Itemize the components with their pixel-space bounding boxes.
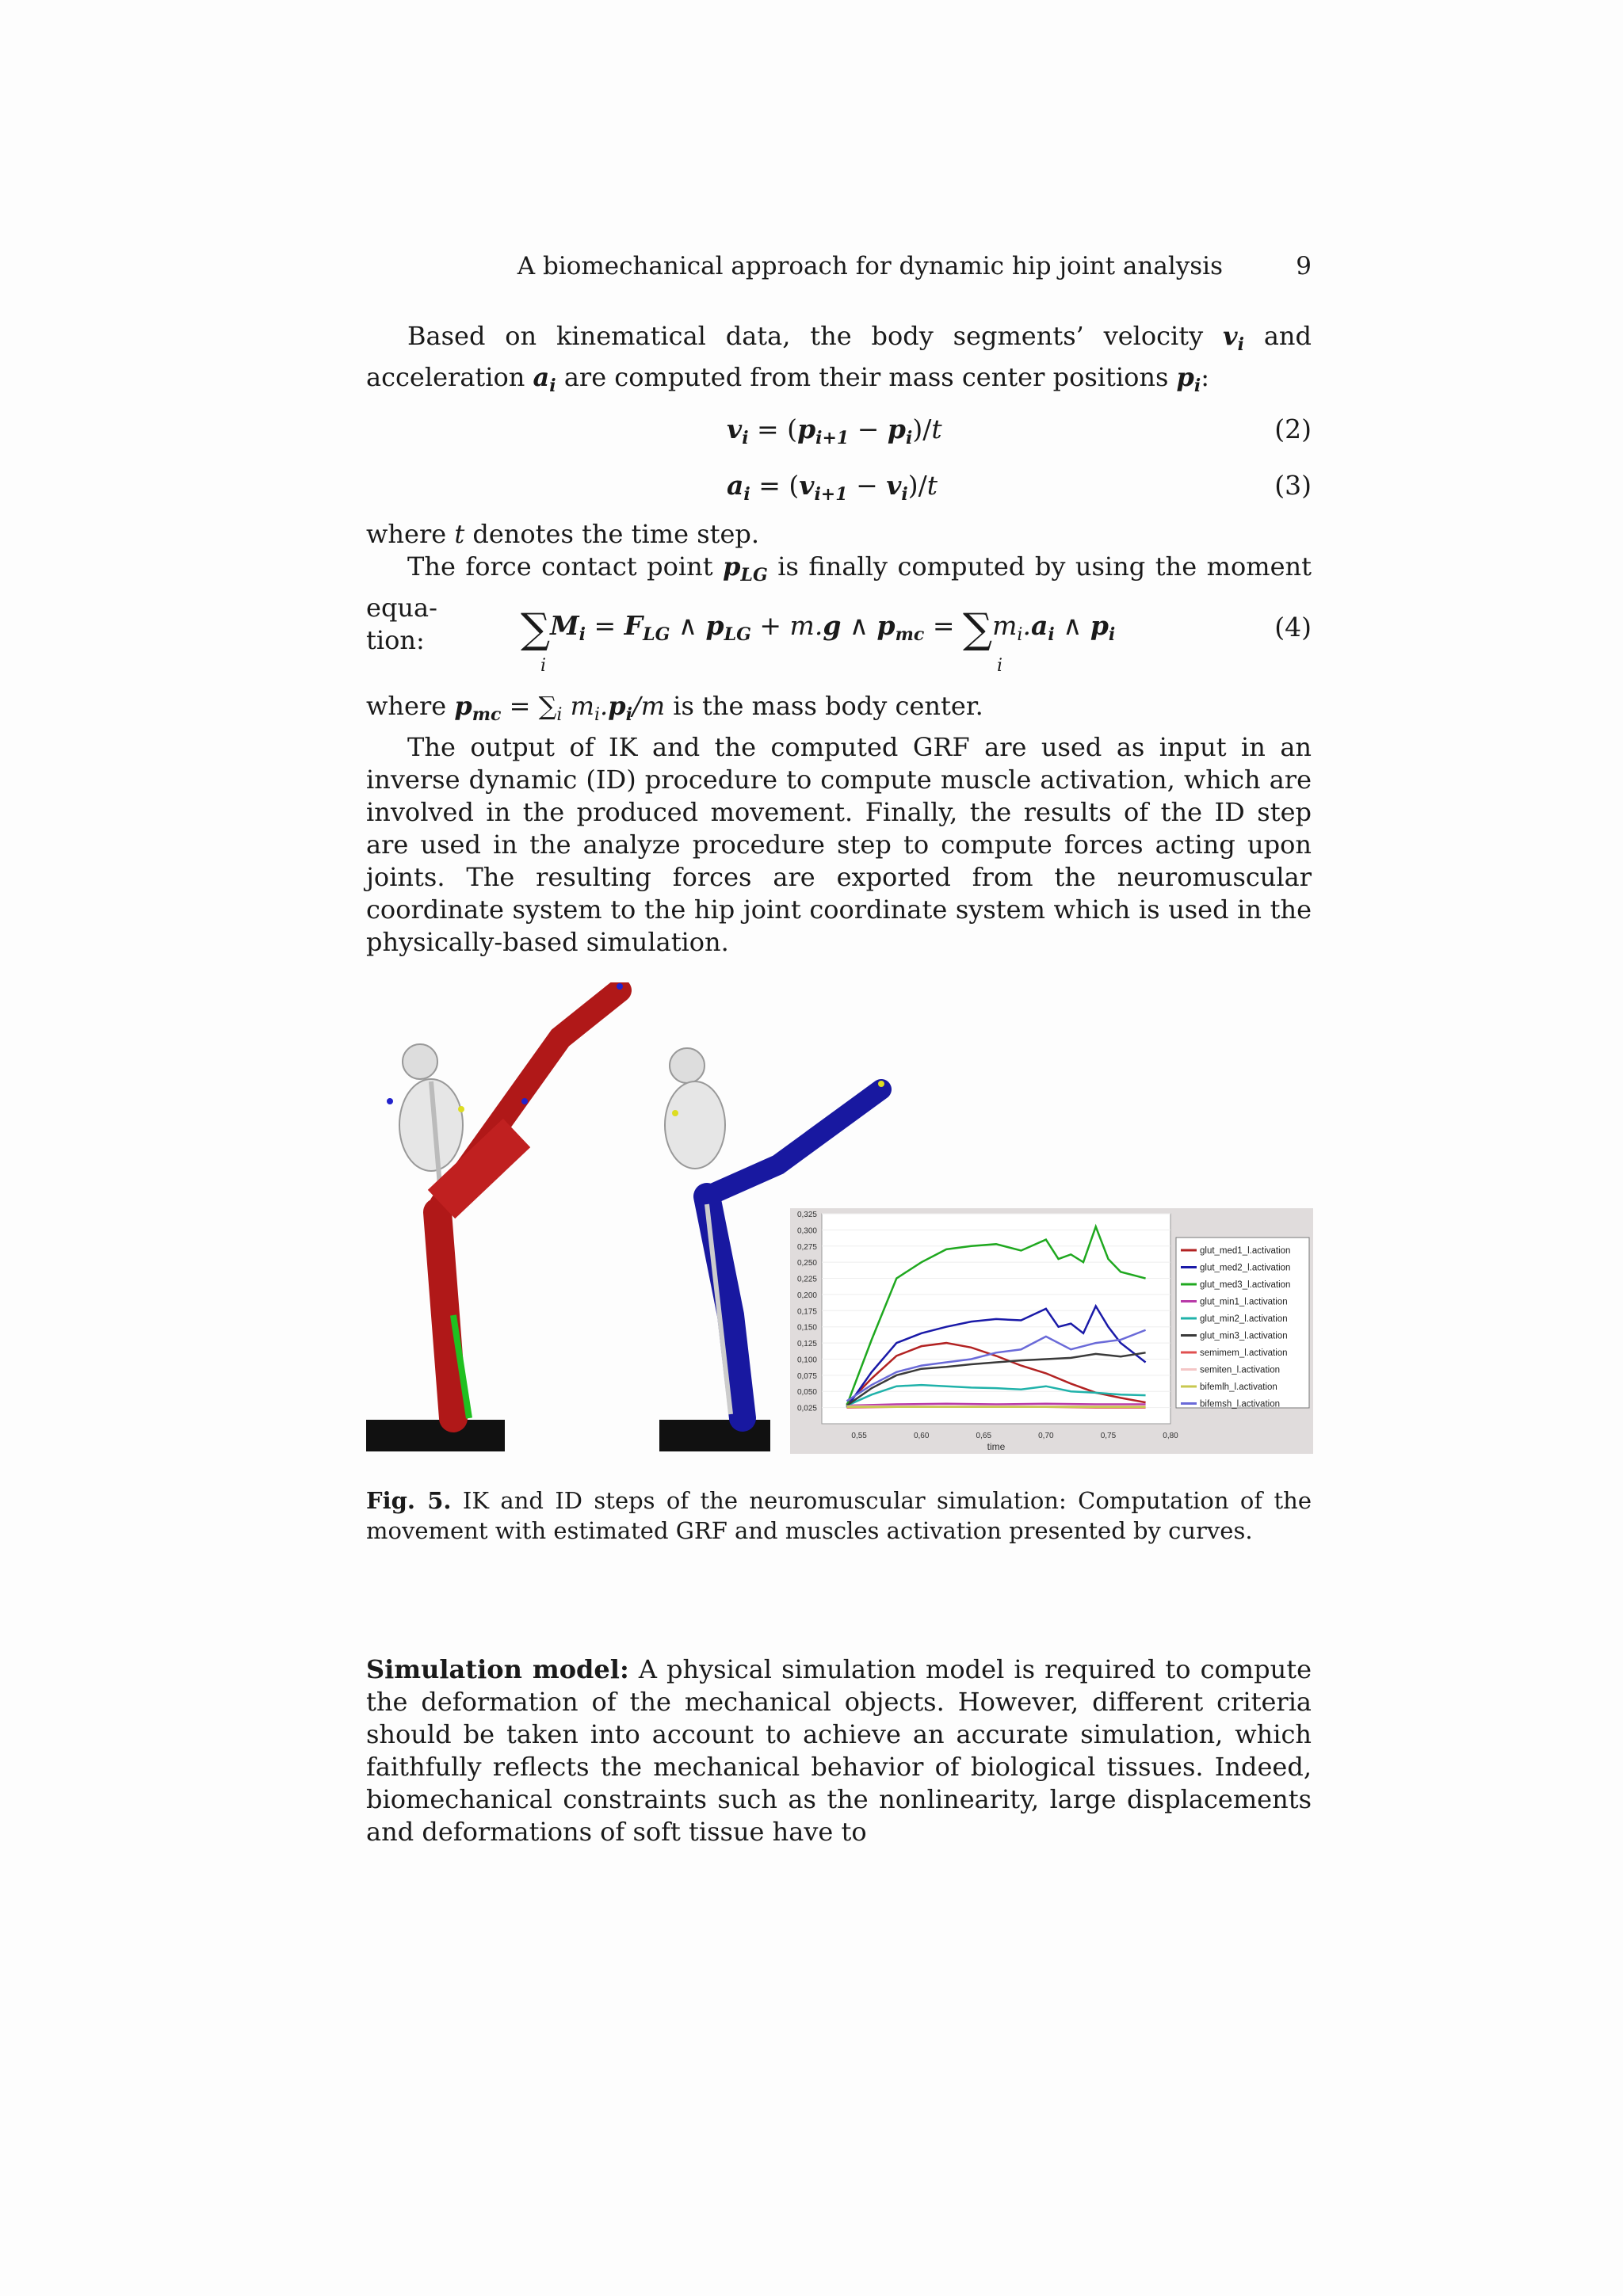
caption-text: IK and ID steps of the neuromuscular simulation: Computation of the movement with estimated GRF and muscles activation presented by curves. [366,1487,1312,1544]
legend-entry: glut_min3_l.activation [1200,1331,1288,1341]
skeleton-red [387,983,623,1418]
sum-index-1: i [540,656,547,676]
equation-3 [366,470,1312,505]
equation-3-body: $a_i = (v_{i+1} - v_i)/t$ [727,470,938,505]
section-label: Simulation model: [366,1654,629,1684]
equation-2 [366,414,1312,448]
legend-entry: glut_med2_l.activation [1200,1263,1291,1273]
x-tick-label: 0,80 [1163,1432,1178,1440]
y-tick-label: 0,100 [796,1356,817,1365]
y-tick-label: 0,175 [796,1307,817,1317]
equation-3-number: (3) [1274,470,1312,501]
legend-entry: semiten_l.activation [1200,1365,1280,1375]
paragraph-3: where $p_{mc} = \sum_i$ $m_i.p_i/m$ is the mass body center. The output of IK and the computed GRF are used as input in an inverse dynamic (ID) procedure to compute muscle activation, which are involved in the produced movement. Finally, the results of the ID step are used in the analyze procedure step to compute forces acting upon joints. The resulting forces are exported from the neuromuscular coordinate system to the hip joint coordinate system which is used in the physically-based simulation. [366,691,1312,957]
equation-2-body: $v_i = (p_{i+1} - p_i)/t$ [727,414,942,448]
section-text: A physical simulation model is required to compute the deformation of the mechanical objects. However, different criteria should be taken into account to achieve an accurate simulation, which faithfully reflects the mechanical behavior of biological tissues. Indeed, biomechanical constraints such as the nonlinearity, large displacements and deformations of soft tissue have to [366,1654,1312,1847]
figure-5-graphic [366,982,1313,1454]
legend-entry: semimem_l.activation [1200,1348,1288,1358]
legend-entry: glut_min1_l.activation [1200,1297,1288,1307]
x-axis-label: time [987,1441,1006,1452]
legend-entry: bifemsh_l.activation [1200,1399,1280,1409]
x-tick-label: 0,55 [851,1432,867,1440]
y-tick-label: 0,150 [796,1323,817,1333]
caption-label: Fig. 5. [366,1487,452,1514]
legend-entry: bifemlh_l.activation [1200,1383,1277,1392]
paragraph-2: where t denotes the time step. The force contact point $p_{LG}$ is finally computed by using the moment equa- tion: [366,519,1312,655]
y-tick-label: 0,325 [796,1211,817,1219]
equation-2-number: (2) [1274,414,1312,444]
y-tick-label: 0,075 [796,1371,817,1381]
x-tick-label: 0,70 [1038,1432,1054,1440]
figure-caption [366,1486,1312,1546]
y-tick-label: 0,300 [796,1226,817,1236]
sum-index-2: i [997,656,1003,676]
running-title: A biomechanical approach for dynamic hip joint analysis [517,252,1223,280]
ground-block-1 [366,1420,505,1451]
equation-4-body: $\sum M_i = F_{LG}$ ∧ $p_{LG} + m.g$ ∧ $p_{mc} = \sum m_i.a_i$ ∧ $p_i$ [521,605,1116,653]
legend-entry: glut_min2_l.activation [1200,1314,1288,1324]
y-tick-label: 0,025 [796,1404,817,1413]
y-tick-label: 0,050 [796,1388,817,1398]
legend-entry: glut_med1_l.activation [1200,1246,1291,1256]
y-tick-label: 0,225 [796,1275,817,1284]
x-tick-label: 0,60 [913,1432,930,1440]
activation-chart [790,1208,1313,1454]
legend-entry: glut_med3_l.activation [1200,1280,1291,1290]
paragraph-1: Based on kinematical data, the body segments’ velocity $v_i$ and acceleration $a_i$ are computed from their mass center positions $p_i$: [366,321,1312,396]
y-tick-label: 0,250 [796,1259,817,1268]
equation-4-number: (4) [1274,612,1312,643]
equation-4 [366,605,1312,676]
y-tick-label: 0,200 [796,1291,817,1300]
y-tick-label: 0,125 [796,1340,817,1349]
page-number: 9 [1296,252,1312,280]
x-tick-label: 0,65 [976,1432,992,1440]
x-tick-label: 0,75 [1100,1432,1117,1440]
y-tick-label: 0,275 [796,1242,817,1252]
paragraph-4 [366,1653,1312,1848]
figure-5 [366,982,1313,1454]
